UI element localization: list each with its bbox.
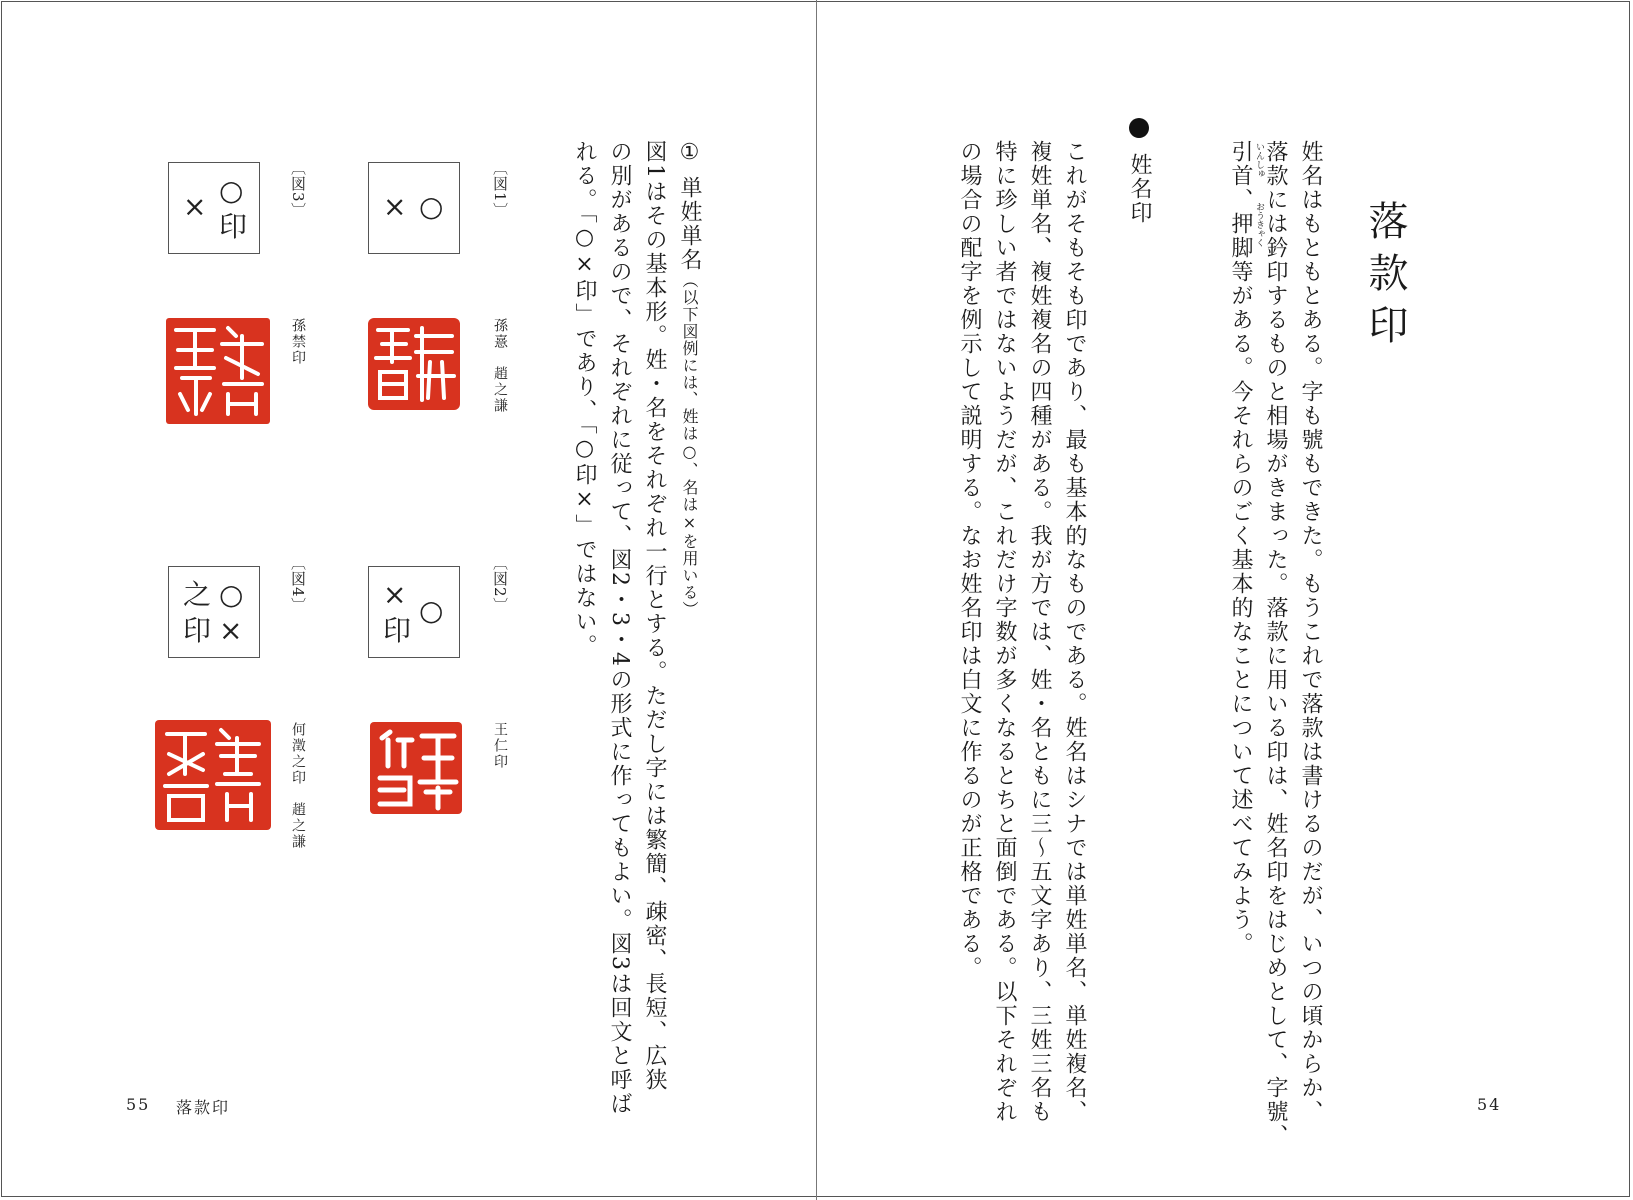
page-number-left: 55 bbox=[126, 1095, 151, 1114]
ruby-okyaku: おうきゃく bbox=[1254, 202, 1264, 247]
figure-4-diagram bbox=[168, 566, 260, 658]
running-head: 落款印 bbox=[176, 1098, 231, 1117]
figure-1-label: 〔図1〕 bbox=[491, 160, 509, 219]
subsection-note: （以下図例には、姓は○、名は×を用いる） bbox=[680, 272, 699, 618]
subsection-heading-text: ① 単姓単名 bbox=[677, 140, 702, 272]
figure-1-caption: 孫憙 趙之謙 bbox=[492, 318, 508, 414]
bullet-dot bbox=[1129, 118, 1149, 138]
figure-4-label: 〔図4〕 bbox=[289, 555, 307, 614]
right-page bbox=[817, 0, 1633, 1200]
fig2-char-given: × bbox=[383, 578, 407, 611]
section-heading-text: 姓名印 bbox=[1127, 153, 1152, 225]
figure-2-caption: 王仁印 bbox=[492, 722, 508, 770]
figure-4-caption: 何澂之印 趙之謙 bbox=[290, 722, 306, 850]
section-line-2: 複姓単名、複姓複名の四種がある。我が方では、姓・名ともに三〜五文字あり、三姓三名も bbox=[1027, 140, 1052, 1124]
section-heading bbox=[1128, 118, 1150, 225]
page-title: 落款印 bbox=[1362, 200, 1408, 356]
fig2-char-family: ○ bbox=[419, 594, 444, 627]
figure-4-seal bbox=[155, 720, 271, 830]
figure-2-label: 〔図2〕 bbox=[491, 555, 509, 614]
intro-line-1: 姓名はもともとある。字も號もできた。もうこれで落款は書けるのだが、いつの頃からか、 bbox=[1298, 140, 1323, 1124]
body-line-2: の別があるので、それぞれに従って、図2・3・4の形式に作ってもよい。図3は回文と呼ば bbox=[607, 140, 632, 1116]
fig4-char-in: 印 bbox=[183, 614, 212, 647]
section-line-4: の場合の配字を例示して説明する。なお姓名印は白文に作るのが正格である。 bbox=[957, 140, 982, 980]
figure-3-diagram bbox=[168, 162, 260, 254]
fig3-char-in: 印 bbox=[219, 210, 248, 243]
ruby-inshu: いんしゅ bbox=[1254, 142, 1264, 178]
intro-line-2: 落款には鈐印するものと相場がきまった。落款に用いる印は、姓名印をはじめとして、字號、 bbox=[1263, 140, 1288, 1148]
body-line-3: れる。「○×印」であり、「○印×」ではない。 bbox=[572, 140, 597, 658]
fig4-char-zhi: 之 bbox=[183, 578, 212, 611]
figure-1-diagram bbox=[368, 162, 460, 254]
figure-2-seal bbox=[370, 722, 462, 814]
fig1-char-given: × bbox=[383, 190, 407, 223]
fig4-char-given: × bbox=[219, 614, 243, 647]
subsection-heading bbox=[678, 140, 700, 618]
intro-line-3: 引首、押脚等がある。今それらのごく基本的なことについて述べてみよう。 bbox=[1228, 140, 1253, 956]
seal-4-body bbox=[155, 720, 271, 830]
section-line-1: これがそもそも印であり、最も基本的なものである。姓名はシナでは単姓単名、単姓複名、 bbox=[1062, 140, 1087, 1124]
figure-1-seal bbox=[368, 318, 460, 410]
page-number-right: 54 bbox=[1477, 1095, 1502, 1114]
body-line-1: 図1はその基本形。姓・名をそれぞれ一行とする。ただし字には繁簡、疎密、長短、広狭 bbox=[642, 140, 667, 1092]
fig2-char-in: 印 bbox=[383, 614, 412, 647]
figure-3-label: 〔図3〕 bbox=[289, 160, 307, 219]
fig4-char-family: ○ bbox=[219, 578, 244, 611]
figure-2-diagram bbox=[368, 566, 460, 658]
fig3-char-family: ○ bbox=[219, 174, 244, 207]
fig1-char-family: ○ bbox=[419, 190, 444, 223]
figure-3-seal bbox=[166, 318, 270, 424]
fig3-char-given: × bbox=[183, 190, 207, 223]
left-page bbox=[0, 0, 816, 1200]
section-line-3: 特に珍しい者ではないようだが、これだけ字数が多くなるとちと面倒である。以下それぞれ bbox=[992, 140, 1017, 1124]
figure-3-caption: 孫禁印 bbox=[290, 318, 306, 366]
